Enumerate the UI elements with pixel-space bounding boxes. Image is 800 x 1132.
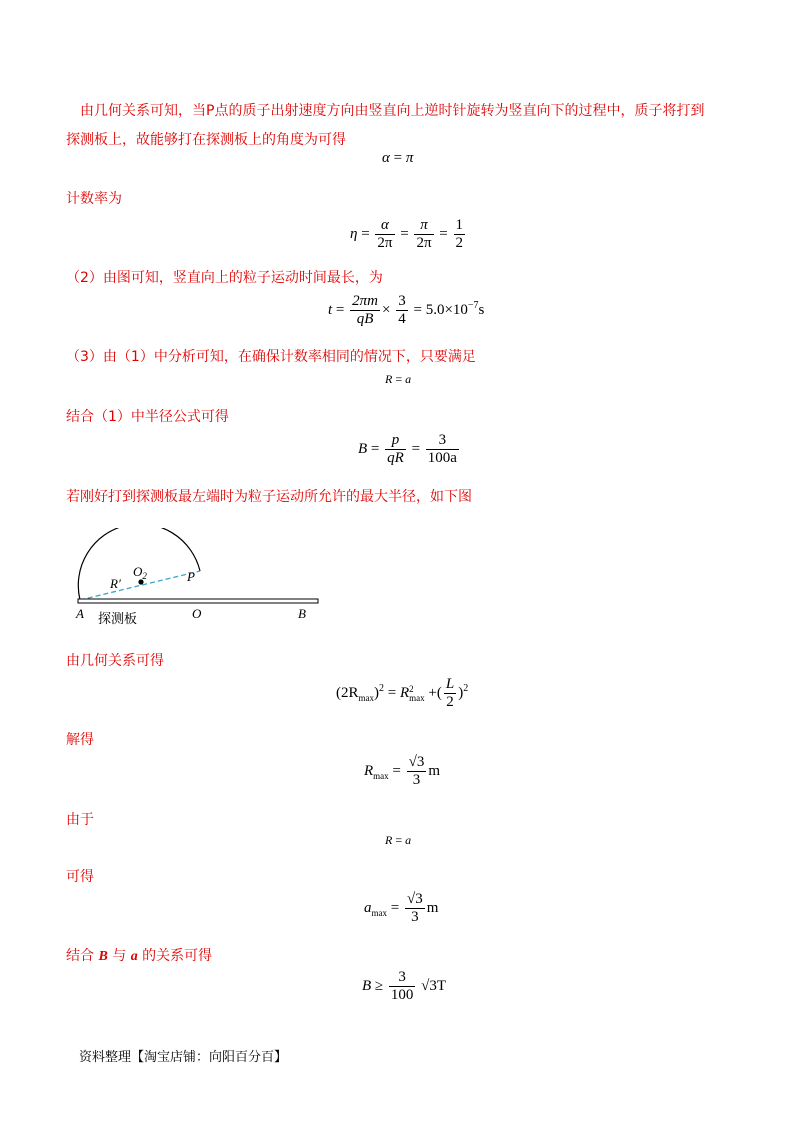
equation-amax: $a_{max}$ = $\frac{√3}{3}$ m	[364, 891, 439, 925]
paragraph-7: 由几何关系可得	[66, 653, 164, 669]
equation-alpha: α = π	[382, 150, 414, 166]
paragraph-9: 由于	[66, 812, 94, 828]
equation-time: t = $\frac{2\pi m}{qB}$ × $\frac{3}{4}$ = $5.0\times 10^{-7}s$	[328, 293, 485, 327]
label-detector-board: 探测板	[98, 612, 138, 627]
equation-eta: η = $\frac{\alpha}{2\pi}$ = $\frac{\pi}{2\pi}$ = $\frac{1}{2}$	[350, 217, 464, 251]
paragraph-1-line-2: 探测板上，故能够打在探测板上的角度为可得	[66, 132, 346, 148]
paragraph-5: 结合（1）中半径公式可得	[66, 409, 229, 425]
detector-board	[78, 599, 318, 603]
footer-source: 资料整理【淘宝店铺：向阳百分百】	[79, 1050, 288, 1065]
paragraph-11: 结合 B 与 a 的关系可得	[66, 948, 213, 964]
paragraph-10: 可得	[66, 869, 94, 885]
label-r-prime: R′	[110, 576, 121, 591]
equation-b-field: B = $\frac{p}{qR}$ = $\frac{3}{100a}$	[358, 432, 457, 466]
equation-b-final: B ≥ $\frac{3}{100}$ √3T	[362, 969, 447, 1003]
equation-r-eq-a: R = a	[385, 372, 412, 386]
paragraph-1-line-1: 由几何关系可知，当P点的质子出射速度方向由竖直向上逆时针旋转为竖直向下的过程中，质子将打到	[80, 103, 705, 119]
geometry-figure	[70, 528, 330, 633]
label-o: O	[192, 606, 202, 621]
label-b: B	[298, 606, 306, 621]
equation-r-eq-a-2: R = a	[385, 833, 412, 847]
paragraph-8: 解得	[66, 732, 94, 748]
paragraph-3: （2）由图可知，竖直向上的粒子运动时间最长，为	[66, 270, 383, 286]
label-p: P	[187, 569, 195, 584]
paragraph-2: 计数率为	[66, 191, 122, 207]
label-a: A	[76, 606, 84, 621]
equation-geometry: $(2R_{max})^2 = R$ 2 max +( $\frac{L}{2}$ )$^2$	[336, 676, 469, 710]
paragraph-4: （3）由（1）中分析可知，在确保计数率相同的情况下，只要满足	[66, 349, 476, 365]
equation-rmax: $R_{max}$ = $\frac{√3}{3}$ m	[364, 754, 441, 788]
paragraph-6: 若刚好打到探测板最左端时为粒子运动所允许的最大半径，如下图	[66, 489, 472, 505]
label-o2: $O_2$	[133, 564, 147, 581]
